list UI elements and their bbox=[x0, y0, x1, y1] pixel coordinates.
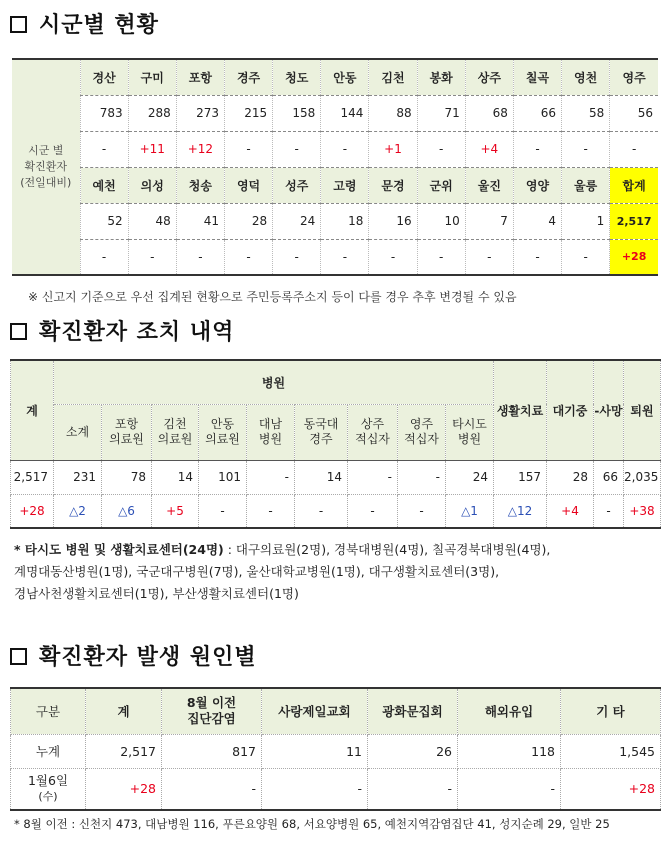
city-count: 10 bbox=[417, 203, 465, 239]
action-count: - bbox=[348, 460, 398, 494]
action-count: 24 bbox=[446, 460, 494, 494]
col-gwanghwamun: 광화문집회 bbox=[368, 688, 458, 734]
city-name: 봉화 bbox=[417, 59, 465, 95]
action-change: △12 bbox=[494, 494, 547, 528]
col-death: -사망 bbox=[594, 360, 624, 460]
city-name: 의성 bbox=[128, 167, 176, 203]
city-count: 273 bbox=[176, 95, 224, 131]
city-count: 18 bbox=[321, 203, 369, 239]
cause-change: +28 bbox=[86, 768, 162, 810]
city-count: 4 bbox=[513, 203, 561, 239]
city-count: 41 bbox=[176, 203, 224, 239]
city-count: 16 bbox=[369, 203, 417, 239]
city-name: 상주 bbox=[465, 59, 513, 95]
col-gimcheon: 김천 의료원 bbox=[152, 404, 199, 460]
col-discharged: 퇴원 bbox=[624, 360, 661, 460]
action-count: 231 bbox=[54, 460, 102, 494]
table-row bbox=[11, 688, 661, 734]
table-row bbox=[12, 167, 658, 203]
action-count: 2,035 bbox=[624, 460, 661, 494]
city-count: 48 bbox=[128, 203, 176, 239]
col-total: 계 bbox=[86, 688, 162, 734]
action-count: 66 bbox=[594, 460, 624, 494]
city-change: - bbox=[562, 239, 610, 275]
city-change: - bbox=[610, 131, 658, 167]
city-change: - bbox=[224, 131, 272, 167]
city-count: 158 bbox=[273, 95, 321, 131]
cause-count: 1,545 bbox=[561, 734, 661, 768]
cause-count: 118 bbox=[458, 734, 561, 768]
city-name: 울진 bbox=[465, 167, 513, 203]
col-andong: 안동 의료원 bbox=[199, 404, 247, 460]
action-change: △6 bbox=[102, 494, 152, 528]
action-count: 157 bbox=[494, 460, 547, 494]
city-count: 71 bbox=[417, 95, 465, 131]
action-change: - bbox=[199, 494, 247, 528]
city-name: 고령 bbox=[321, 167, 369, 203]
city-count: 1 bbox=[562, 203, 610, 239]
col-pohang: 포항 의료원 bbox=[102, 404, 152, 460]
action-change: +4 bbox=[547, 494, 594, 528]
section-title-actions: 확진환자 조치 내역 bbox=[10, 315, 234, 346]
city-name: 청송 bbox=[176, 167, 224, 203]
col-before-august: 8월 이전 집단감염 bbox=[162, 688, 262, 734]
city-change: - bbox=[513, 239, 561, 275]
table-row bbox=[12, 131, 658, 167]
city-name: 영주 bbox=[610, 59, 658, 95]
checkbox-icon bbox=[10, 16, 27, 33]
table-row bbox=[11, 734, 661, 768]
city-change: - bbox=[417, 131, 465, 167]
col-hospital: 병원 bbox=[54, 360, 494, 404]
action-change: - bbox=[295, 494, 348, 528]
city-name: 문경 bbox=[369, 167, 417, 203]
city-change: - bbox=[369, 239, 417, 275]
city-count: 68 bbox=[465, 95, 513, 131]
city-name: 성주 bbox=[273, 167, 321, 203]
col-yeongju: 영주 적십자 bbox=[398, 404, 446, 460]
checkbox-icon bbox=[10, 648, 27, 665]
action-change: △1 bbox=[446, 494, 494, 528]
col-category: 구분 bbox=[11, 688, 86, 734]
city-change: +12 bbox=[176, 131, 224, 167]
city-name: 칠곡 bbox=[513, 59, 561, 95]
side-label: 시군 별 확진환자 (전일대비) bbox=[12, 59, 80, 275]
infection-cause-table bbox=[10, 687, 661, 811]
city-change: +1 bbox=[369, 131, 417, 167]
city-change: - bbox=[562, 131, 610, 167]
city-name: 경주 bbox=[224, 59, 272, 95]
table-row bbox=[12, 95, 658, 131]
cause-count: 26 bbox=[368, 734, 458, 768]
section-title-by-city: 시군별 현황 bbox=[10, 8, 159, 39]
cause-count: 11 bbox=[262, 734, 368, 768]
city-name: 안동 bbox=[321, 59, 369, 95]
city-note: ※ 신고지 기준으로 우선 집계된 현황으로 주민등록주소지 등이 다를 경우 추후 변경될 수 있음 bbox=[28, 290, 517, 304]
row-label: 누계 bbox=[11, 734, 86, 768]
action-change: +5 bbox=[152, 494, 199, 528]
table-row bbox=[12, 59, 658, 95]
action-count: - bbox=[247, 460, 295, 494]
action-change: - bbox=[247, 494, 295, 528]
col-daenam: 대남 병원 bbox=[247, 404, 295, 460]
action-change: +28 bbox=[11, 494, 54, 528]
city-count: 52 bbox=[80, 203, 128, 239]
col-overseas: 해외유입 bbox=[458, 688, 561, 734]
city-change: - bbox=[321, 131, 369, 167]
city-change: - bbox=[273, 131, 321, 167]
action-count: 14 bbox=[295, 460, 348, 494]
action-count: 2,517 bbox=[11, 460, 54, 494]
total-label: 합계 bbox=[610, 167, 658, 203]
cause-count: 817 bbox=[162, 734, 262, 768]
row-label-date: 1월6일 (수) bbox=[11, 768, 86, 810]
city-name: 포항 bbox=[176, 59, 224, 95]
city-change: - bbox=[224, 239, 272, 275]
table-row bbox=[12, 239, 658, 275]
action-change: +38 bbox=[624, 494, 661, 528]
patient-actions-table bbox=[10, 359, 661, 529]
col-sangju: 상주 적십자 bbox=[348, 404, 398, 460]
action-count: 78 bbox=[102, 460, 152, 494]
city-count: 24 bbox=[273, 203, 321, 239]
cause-note: * 8월 이전 : 신천지 473, 대남병원 116, 푸른요양원 68, 서요양병원 65, 예천지역감염집단 41, 성지순례 29, 일반 25 bbox=[14, 817, 610, 831]
city-name: 예천 bbox=[80, 167, 128, 203]
cause-change: - bbox=[262, 768, 368, 810]
col-total: 계 bbox=[11, 360, 54, 460]
city-name: 영양 bbox=[513, 167, 561, 203]
table-row bbox=[11, 768, 661, 810]
city-name: 경산 bbox=[80, 59, 128, 95]
city-change: - bbox=[80, 239, 128, 275]
table-row bbox=[11, 360, 661, 404]
city-count: 58 bbox=[562, 95, 610, 131]
col-others: 기 타 bbox=[561, 688, 661, 734]
city-change: +4 bbox=[465, 131, 513, 167]
col-dongguk: 동국대 경주 bbox=[295, 404, 348, 460]
cause-change: - bbox=[368, 768, 458, 810]
city-change: +11 bbox=[128, 131, 176, 167]
hospital-note: * 타시도 병원 및 생활치료센터(24명) : 대구의료원(2명), 경북대병원(4명), 칠곡경북대병원(4명), 계명대동산병원(1명), 국군대구병원(7명), 울산대학교병원(1명), 대구생활치료센터(3명), 경남사천생활치료센터(1명), 부산생활치료센터(1명) bbox=[14, 542, 551, 601]
city-name: 청도 bbox=[273, 59, 321, 95]
section-title-causes: 확진환자 발생 원인별 bbox=[10, 640, 257, 671]
city-name: 영덕 bbox=[224, 167, 272, 203]
table-row bbox=[11, 494, 661, 528]
city-change: - bbox=[273, 239, 321, 275]
total-count: 2,517 bbox=[610, 203, 658, 239]
action-count: - bbox=[398, 460, 446, 494]
city-change: - bbox=[513, 131, 561, 167]
checkbox-icon bbox=[10, 323, 27, 340]
cause-change: - bbox=[458, 768, 561, 810]
action-count: 14 bbox=[152, 460, 199, 494]
col-sarang-church: 사랑제일교회 bbox=[262, 688, 368, 734]
city-change: - bbox=[321, 239, 369, 275]
action-change: - bbox=[594, 494, 624, 528]
city-name: 군위 bbox=[417, 167, 465, 203]
action-count: 101 bbox=[199, 460, 247, 494]
col-subtotal: 소계 bbox=[54, 404, 102, 460]
city-change: - bbox=[80, 131, 128, 167]
city-name: 영천 bbox=[562, 59, 610, 95]
city-name: 김천 bbox=[369, 59, 417, 95]
city-count: 215 bbox=[224, 95, 272, 131]
col-waiting: 대기중 bbox=[547, 360, 594, 460]
cause-change: - bbox=[162, 768, 262, 810]
city-change: - bbox=[128, 239, 176, 275]
action-count: 28 bbox=[547, 460, 594, 494]
table-row bbox=[11, 460, 661, 494]
total-change: +28 bbox=[610, 239, 658, 275]
table-row bbox=[12, 203, 658, 239]
city-count: 88 bbox=[369, 95, 417, 131]
action-change: △2 bbox=[54, 494, 102, 528]
city-count: 783 bbox=[80, 95, 128, 131]
city-count: 28 bbox=[224, 203, 272, 239]
city-count: 56 bbox=[610, 95, 658, 131]
cause-count: 2,517 bbox=[86, 734, 162, 768]
col-treatment: 생활치료 bbox=[494, 360, 547, 460]
action-change: - bbox=[398, 494, 446, 528]
city-count: 7 bbox=[465, 203, 513, 239]
cause-change: +28 bbox=[561, 768, 661, 810]
city-count: 288 bbox=[128, 95, 176, 131]
city-count: 66 bbox=[513, 95, 561, 131]
action-change: - bbox=[348, 494, 398, 528]
city-status-table bbox=[12, 58, 658, 276]
city-change: - bbox=[176, 239, 224, 275]
city-count: 144 bbox=[321, 95, 369, 131]
city-change: - bbox=[417, 239, 465, 275]
city-name: 구미 bbox=[128, 59, 176, 95]
city-name: 울릉 bbox=[562, 167, 610, 203]
city-change: - bbox=[465, 239, 513, 275]
col-other-province: 타시도 병원 bbox=[446, 404, 494, 460]
